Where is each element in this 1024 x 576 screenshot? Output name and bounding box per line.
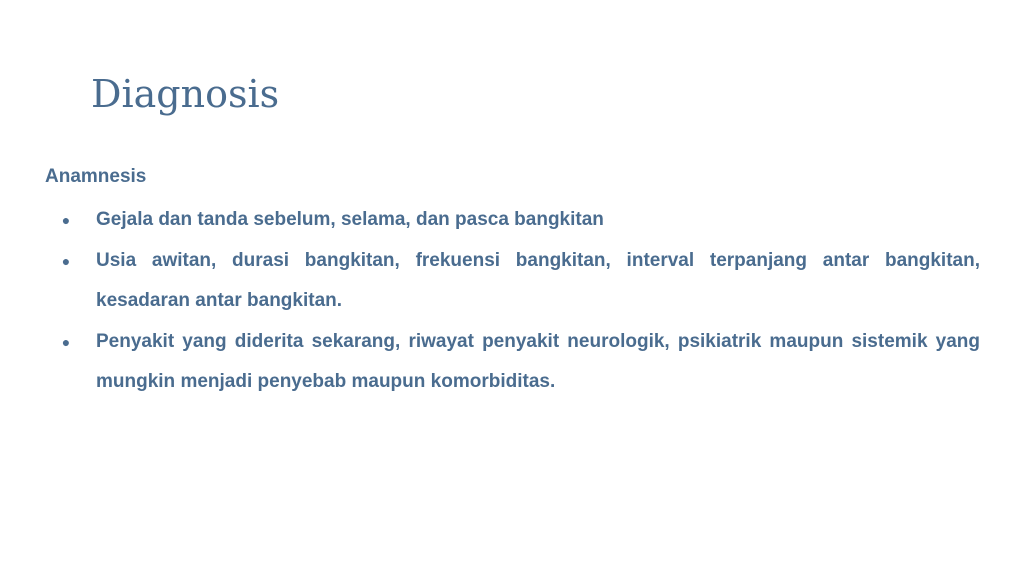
bullet-text: Usia awitan, durasi bangkitan, frekuensi bangkitan, interval terpanjang antar bangkitan, kesadaran antar bangkitan. <box>96 249 980 311</box>
slide-body <box>45 160 980 403</box>
bullet-list <box>45 200 980 403</box>
bullet-dot-icon: ● <box>61 212 71 228</box>
bullet-item <box>45 200 980 241</box>
bullet-text: Penyakit yang diderita sekarang, riwayat penyakit neurologik, psikiatrik maupun sistemik yang mungkin menjadi penyebab maupun komorbiditas. <box>96 330 980 392</box>
bullet-dot-icon: ● <box>61 333 71 350</box>
bullet-text: Gejala dan tanda sebelum, selama, dan pasca bangkitan <box>96 209 604 230</box>
section-heading-anamnesis: Anamnesis <box>45 166 147 187</box>
bullet-item <box>45 241 980 322</box>
bullet-dot-icon: ● <box>61 252 71 269</box>
slide-title: Diagnosis <box>91 72 280 116</box>
bullet-item <box>45 322 980 403</box>
